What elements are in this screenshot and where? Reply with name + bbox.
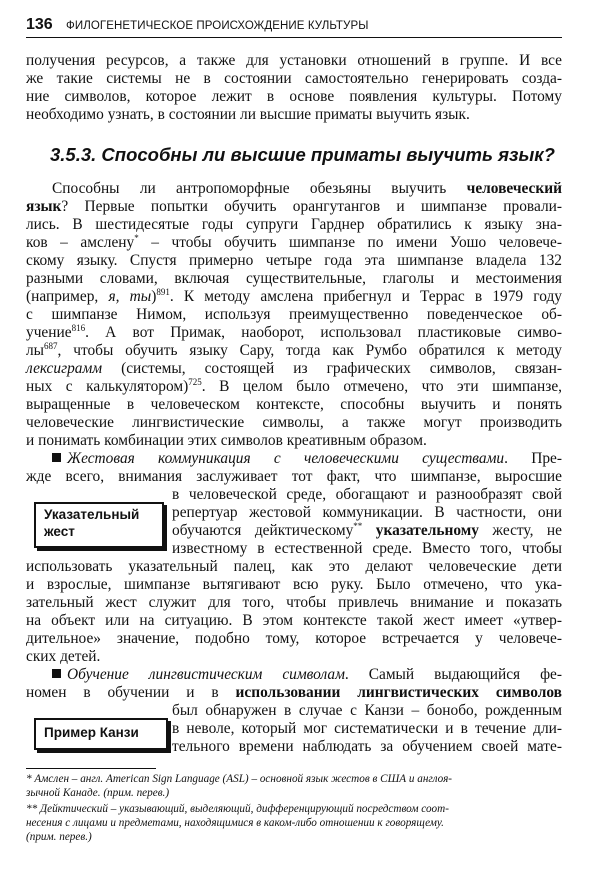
paragraph-line: Жестовая коммуникация с человеческими существами. Пре- — [52, 450, 562, 468]
margin-note-kanzi: Пример Канзи — [34, 718, 168, 750]
intro-line: же такие системы не в состоянии самостоятельно генерировать созда- — [26, 70, 562, 87]
paragraph-line: учение$^{816}$. А вот Примак, наоборот, использовал пластиковые симво- — [26, 322, 562, 341]
citation-ref: 725 — [188, 376, 202, 387]
paragraph-line: скому языку. Спустя примерно четыре года эта шимпанзе владела 132 — [26, 252, 562, 269]
footnote-ref: ** — [353, 520, 363, 531]
paragraph-line: человеческие лингвистические символы, а также могут производить — [26, 414, 562, 431]
page-header — [26, 16, 562, 38]
paragraph-line: на объект или на ситуацию. В этом контексте такой жест имеет «утвер- — [26, 612, 562, 629]
intro-line: необходимо узнать, в состоянии ли высшие приматы выучить язык. — [26, 106, 470, 123]
paragraph-line: $лы^{687}$, чтобы обучить языку Сару, тогда как Румбо обратился к методу — [26, 340, 562, 359]
paragraph-line: жде всего, внимания заслуживает тот факт, что шимпанзе, выросшие — [26, 468, 562, 485]
square-bullet-icon — [52, 453, 61, 462]
paragraph-line: использовать указательный палец, как это делают человеческие дети — [26, 558, 562, 575]
running-title: ФИЛОГЕНЕТИЧЕСКОЕ ПРОИСХОЖДЕНИЕ КУЛЬТУРЫ — [66, 20, 369, 32]
paragraph-line: выращенные в человеческом контексте, способны выучить и понять — [26, 396, 562, 413]
footnote-line: зычной Канаде. (прим. перев.) — [26, 787, 170, 799]
paragraph-line: разными словами, включая существительные, глаголы и местоимения — [26, 270, 562, 287]
paragraph-line: номен в обучении и в использовании лингвистических символов — [26, 684, 562, 701]
paragraph-line: в человеческой среде, обогащают и разнообразят свой — [172, 486, 562, 503]
section-heading: 3.5.3. Способны ли высшие приматы выучить язык? — [50, 144, 555, 165]
paragraph-line: обучаются дейктическому** указательному жесту, не — [172, 520, 562, 539]
paragraph-line: ных с калькулятором)$^{725}$. В целом было отмечено, что эти шимпанзе, — [26, 376, 562, 395]
paragraph-line: (например, я, ты)$^{891}$. К методу амслена прибегнул и Террас в 1979 году — [26, 286, 562, 305]
paragraph-line: репертуар жестовой коммуникации. В частности, они — [172, 504, 562, 521]
paragraph-line: с шимпанзе Нимом, используя преимущественно поведенческое об- — [26, 306, 562, 323]
paragraph-line: Обучение лингвистическим символам. Самый выдающийся фе- — [52, 666, 562, 684]
square-bullet-icon — [52, 669, 61, 678]
paragraph-line: в неволе, который мог систематически и в течение дли- — [172, 720, 562, 737]
paragraph-line: был обнаружен в случае с Канзи – бонобо, рожденным — [172, 702, 562, 719]
footnote-line: * Амслен – англ. American Sign Language (ASL) – основной язык жестов в США и англоя- — [26, 773, 453, 785]
footnote-line: (прим. перев.) — [26, 831, 92, 843]
citation-ref: 687 — [44, 340, 58, 351]
paragraph-line: язык? Первые попытки обучить орангутангов и шимпанзе провали- — [26, 198, 562, 215]
footnote-rule — [26, 768, 156, 769]
paragraph-line: лись. В шестидесятые годы супруги Гарднер обратились к языку зна- — [26, 216, 562, 233]
paragraph-line: ков – амслену* – чтобы обучить шимпанзе по имени Уошо человече- — [26, 232, 562, 251]
intro-line: получения ресурсов, а также для установки отношений в группе. И все — [26, 52, 562, 69]
citation-ref: 816 — [71, 322, 86, 333]
paragraph-line: лексиграмм (системы, состоящей из графических символов, связан- — [26, 360, 562, 377]
paragraph-line: и взрослые, шимпанзе вытягивают всю руку. Было отмечено, что ука- — [26, 576, 562, 593]
paragraph-line: тельного времени наблюдать за обучением своей мате- — [172, 738, 562, 755]
paragraph-line: и понимать комбинации этих символов креативным образом. — [26, 432, 427, 449]
paragraph-line: зательный жест служит для того, чтобы привлечь внимание и показать — [26, 594, 562, 611]
paragraph-line: Способны ли антропоморфные обезьяны выучить человеческий — [52, 180, 562, 197]
paragraph-line: ских детей. — [26, 648, 101, 665]
footnote-ref: * — [134, 232, 139, 243]
citation-ref: 891 — [156, 286, 170, 297]
footnote-line: ** Дейктический – указывающий, выделяющий, дифференцирующий посредством соот- — [26, 803, 449, 815]
intro-line: ние символов, которое лежит в основе появления культуры. Потому — [26, 88, 562, 105]
margin-note-pointing-gesture: Указательный жест — [34, 502, 164, 548]
page-number: 136 — [26, 16, 53, 33]
paragraph-line: дительное» значение, подобно тому, которое встречается у человече- — [26, 630, 562, 647]
paragraph-line: известному в естественной среде. Вместо того, чтобы — [172, 540, 562, 557]
header-rule — [26, 37, 562, 38]
footnote-line: несения с лицами и предметами, находящимися в каком-либо отношении к говорящему. — [26, 817, 444, 829]
